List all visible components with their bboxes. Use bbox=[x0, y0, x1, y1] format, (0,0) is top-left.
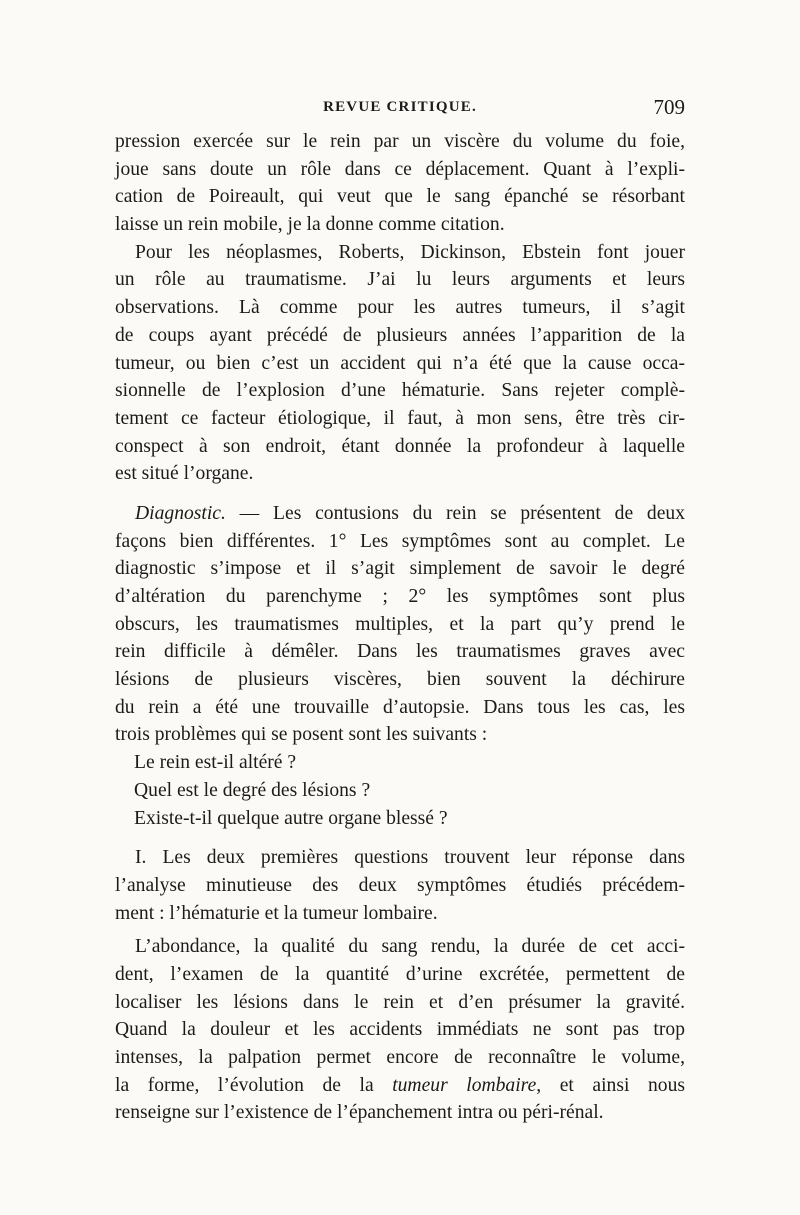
line-fragment: , et ainsi nous bbox=[536, 1074, 685, 1096]
text-line: laisse un rein mobile, je la donne comme citation. bbox=[115, 214, 505, 236]
text-line: localiser les lésions dans le rein et d’en présumer la gravité. bbox=[115, 991, 685, 1013]
text-line: rein difficile à démêler. Dans les traumatismes graves avec bbox=[115, 641, 685, 663]
text-line: Quand la douleur et les accidents immédiats ne sont pas trop bbox=[115, 1019, 685, 1041]
running-title: REVUE CRITIQUE. bbox=[323, 99, 477, 115]
text-line: conspect à son endroit, étant donnée la profondeur à laquelle bbox=[115, 435, 685, 457]
text-line: intenses, la palpation permet encore de reconnaître le volume, bbox=[115, 1047, 685, 1068]
text-line: ment : l’hématurie et la tumeur lombaire. bbox=[115, 902, 438, 924]
text-line: un rôle au traumatisme. J’ai lu leurs arguments et leurs bbox=[115, 269, 685, 291]
text-line: d’altération du parenchyme ; 2° les symptômes sont plus bbox=[115, 586, 685, 607]
paragraph-diagnostic bbox=[115, 500, 685, 832]
paragraph-gap bbox=[115, 488, 685, 500]
text-line: sionnelle de l’explosion d’une hématurie. Sans rejeter complè- bbox=[115, 380, 685, 402]
text-line: cation de Poireault, qui veut que le sang épanché se résorbant bbox=[115, 186, 685, 208]
text-line: façons bien différentes. 1° Les symptômes sont au complet. Le bbox=[115, 530, 685, 552]
text-line: de coups ayant précédé de plusieurs années l’apparition de la bbox=[115, 324, 685, 346]
paragraph-section-one bbox=[115, 844, 685, 927]
paragraph-gap bbox=[115, 832, 685, 844]
text-line bbox=[115, 1072, 685, 1100]
question-line: Existe-t-il quelque autre organe blessé ? bbox=[134, 807, 448, 829]
text-line: joue sans doute un rôle dans ce déplacement. Quant à l’expli- bbox=[115, 158, 685, 180]
text-line: dent, l’examen de la quantité d’urine excrétée, permettent de bbox=[115, 963, 685, 985]
text-line: du rein a été une trouvaille d’autopsie. Dans tous les cas, les bbox=[115, 696, 685, 718]
text-line: I. Les deux premières questions trouvent leur réponse dans bbox=[135, 847, 685, 869]
text-line: observations. Là comme pour les autres tumeurs, il s’agit bbox=[115, 297, 685, 319]
body-text bbox=[115, 128, 685, 1127]
text-line: tement ce facteur étiologique, il faut, à mon sens, être très cir- bbox=[115, 407, 685, 429]
text-line: lésions de plusieurs viscères, bien souvent la déchirure bbox=[115, 669, 685, 691]
heading-line-rest: — Les contusions du rein se présentent de deux bbox=[225, 502, 685, 524]
text-line: trois problèmes qui se posent sont les suivants : bbox=[115, 724, 488, 746]
text-line: obscurs, les traumatismes multiples, et la part qu’y prend le bbox=[115, 613, 685, 635]
text-line bbox=[115, 500, 685, 528]
running-head bbox=[115, 95, 685, 125]
text-line: l’analyse minutieuse des deux symptômes étudiés précédem- bbox=[115, 874, 685, 896]
text-line: renseigne sur l’existence de l’épanchement intra ou péri-rénal. bbox=[115, 1102, 604, 1124]
question-line: Le rein est-il altéré ? bbox=[134, 752, 297, 774]
question-line: Quel est le degré des lésions ? bbox=[134, 779, 371, 801]
line-fragment: la forme, l’évolution de la bbox=[115, 1074, 393, 1096]
text-line: pression exercée sur le rein par un viscère du volume du foie, bbox=[115, 131, 685, 152]
section-heading-diagnostic: Diagnostic. bbox=[135, 502, 226, 524]
text-line: diagnostic s’impose et il s’agit simplement de savoir le degré bbox=[115, 558, 685, 580]
page-number: 709 bbox=[653, 95, 685, 119]
text-line: Pour les néoplasmes, Roberts, Dickinson, Ebstein font jouer bbox=[135, 241, 685, 263]
italic-term: tumeur lombaire bbox=[392, 1074, 537, 1096]
text-line: L’abondance, la qualité du sang rendu, la durée de cet acci- bbox=[135, 936, 685, 958]
text-line: tumeur, ou bien c’est un accident qui n’a été que la cause occa- bbox=[115, 352, 685, 374]
paragraph-abondance bbox=[115, 933, 685, 1127]
paragraph-continuation bbox=[115, 128, 685, 239]
text-line: est situé l’organe. bbox=[115, 463, 254, 485]
paragraph-neoplasmes bbox=[115, 239, 685, 488]
